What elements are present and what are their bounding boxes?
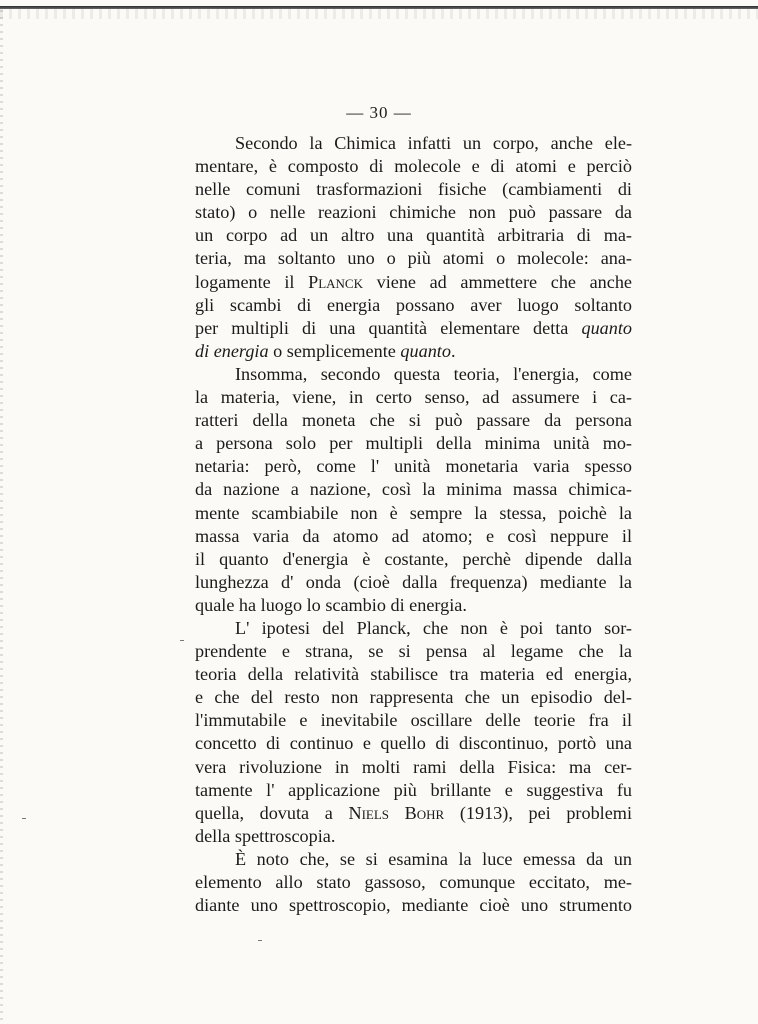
- text-segment: prendente e strana, se si pensa al legame che la: [195, 641, 632, 662]
- text-segment: (1913), pei problemi: [444, 802, 633, 823]
- text-segment: l'immutabile e inevitabile oscillare delle teorie fra il: [195, 710, 632, 731]
- italic-term: quanto: [400, 340, 451, 361]
- text-line: [195, 386, 632, 409]
- body-text: [195, 132, 632, 917]
- text-segment: il quanto d'energia è costante, perchè dipende dalla: [195, 548, 632, 569]
- text-line: [195, 848, 632, 871]
- text-segment: concetto di continuo e quello di discontinuo, portò una: [195, 733, 632, 754]
- text-segment: teoria della relatività stabilisce tra materia ed energia,: [195, 664, 632, 685]
- italic-term: di energia: [195, 340, 269, 361]
- text-line: [195, 756, 632, 779]
- text-line: [195, 178, 632, 201]
- text-segment: Insomma, secondo questa teoria, l'energia, come: [235, 363, 632, 384]
- text-line: [195, 155, 632, 178]
- text-segment: per multipli di una quantità elementare detta: [195, 317, 582, 338]
- text-line: [195, 317, 632, 340]
- page-top-scan-noise: [0, 9, 758, 19]
- author-name: Planck: [308, 271, 363, 292]
- text-line: [195, 709, 632, 732]
- text-line: [195, 201, 632, 224]
- text-line: [195, 779, 632, 802]
- text-line: [195, 894, 632, 917]
- text-line: [195, 594, 632, 617]
- text-segment: Secondo la Chimica infatti un corpo, anche ele-: [235, 133, 632, 153]
- text-segment: quale ha luogo lo scambio di energia.: [195, 594, 467, 615]
- text-line: [195, 525, 632, 548]
- text-segment: diante uno spettroscopio, mediante cioè uno strumento: [195, 895, 632, 916]
- text-segment: È noto che, se si esamina la luce emessa da un: [235, 848, 632, 869]
- text-segment: teria, ma soltanto uno o più atomi o molecole: ana-: [195, 248, 632, 269]
- text-segment: .: [450, 340, 456, 361]
- page-number: — 30 —: [346, 103, 412, 122]
- scan-speck: [258, 940, 262, 941]
- text-segment: quella, dovuta a: [195, 802, 349, 823]
- text-line: [195, 247, 632, 270]
- page-left-edge: [0, 10, 3, 1024]
- text-line: [195, 617, 632, 640]
- text-segment: a persona solo per multipli della minima unità mo-: [195, 433, 632, 454]
- text-segment: logamente il: [195, 271, 309, 292]
- text-segment: L' ipotesi del Planck, che non è poi tanto sor-: [235, 617, 632, 638]
- text-segment: elemento allo stato gassoso, comunque eccitato, me-: [195, 872, 632, 892]
- text-line: [195, 732, 632, 755]
- author-name: Niels Bohr: [348, 802, 445, 823]
- text-line: [195, 432, 632, 455]
- scan-speck: [22, 818, 26, 819]
- text-line: [195, 340, 632, 363]
- text-line: [195, 871, 632, 894]
- text-segment: viene ad ammettere che anche: [363, 271, 632, 292]
- text-line: [195, 663, 632, 686]
- text-segment: netaria: però, come l' unità monetaria varia spesso: [195, 456, 632, 477]
- text-line: [195, 271, 632, 294]
- text-line: [195, 409, 632, 432]
- text-segment: massa varia da atomo ad atomo; e così neppure il: [195, 525, 632, 546]
- text-line: [195, 571, 632, 594]
- text-segment: gli scambi di energia possano aver luogo soltanto: [195, 294, 632, 315]
- text-line: [195, 455, 632, 478]
- text-segment: un corpo ad un altro una quantità arbitraria di ma-: [195, 225, 632, 246]
- text-line: [195, 802, 632, 825]
- text-segment: o semplicemente: [268, 340, 401, 361]
- text-line: [195, 825, 632, 848]
- text-segment: tamente l' applicazione più brillante e suggestiva fu: [195, 779, 632, 800]
- text-segment: vera rivoluzione in molti rami della Fisica: ma cer-: [195, 756, 632, 777]
- text-segment: stato) o nelle reazioni chimiche non può passare da: [195, 202, 632, 223]
- text-line: [195, 502, 632, 525]
- text-segment: da nazione a nazione, così la minima massa chimica-: [195, 479, 632, 500]
- text-segment: la materia, viene, in certo senso, ad assumere i ca-: [195, 387, 632, 408]
- text-segment: mentare, è composto di molecole e di atomi e perciò: [195, 156, 632, 177]
- text-segment: della spettroscopia.: [195, 825, 336, 846]
- text-segment: lunghezza d' onda (cioè dalla frequenza) mediante la: [195, 571, 632, 592]
- text-line: [195, 640, 632, 663]
- text-line: [195, 478, 632, 501]
- text-line: [195, 132, 632, 155]
- text-segment: e che del resto non rappresenta che un episodio del-: [195, 687, 632, 708]
- text-segment: mente scambiabile non è sempre la stessa, poichè la: [195, 502, 632, 523]
- italic-term: quanto: [581, 317, 632, 338]
- text-line: [195, 363, 632, 386]
- text-line: [195, 686, 632, 709]
- text-segment: nelle comuni trasformazioni fisiche (cambiamenti di: [195, 179, 632, 200]
- scan-speck: [180, 640, 184, 641]
- text-segment: ratteri della moneta che si può passare da persona: [195, 410, 632, 431]
- text-line: [195, 548, 632, 571]
- text-line: [195, 224, 632, 247]
- text-line: [195, 294, 632, 317]
